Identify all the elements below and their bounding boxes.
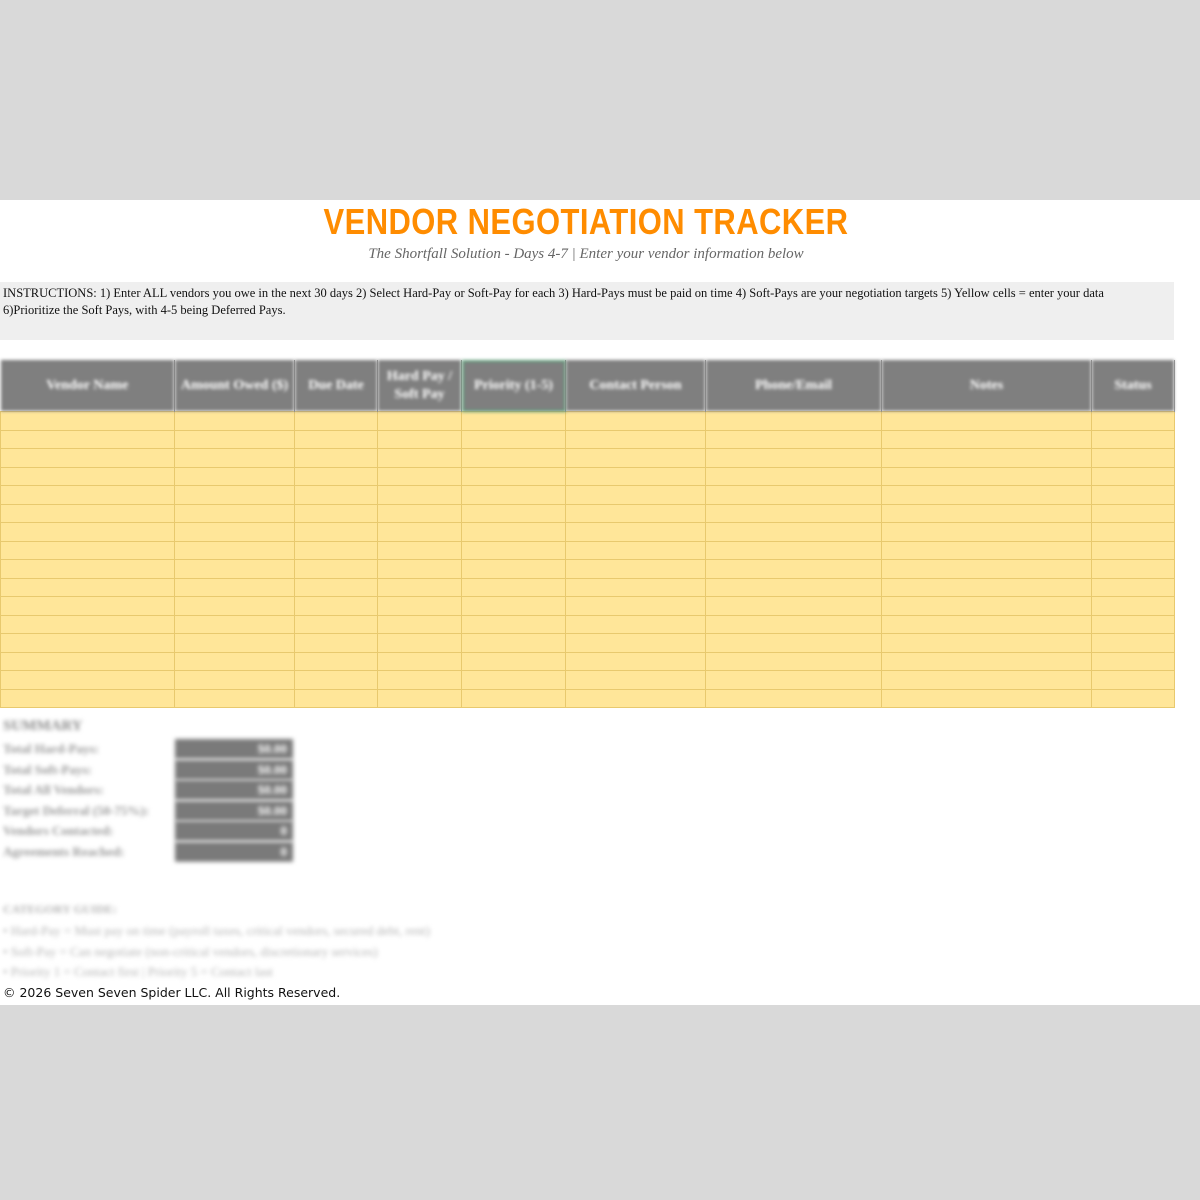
input-cell[interactable] xyxy=(295,504,378,523)
input-cell[interactable] xyxy=(882,504,1092,523)
input-cell[interactable] xyxy=(462,486,566,505)
summary-value[interactable]: $0.00 xyxy=(175,780,293,800)
column-header[interactable]: Status xyxy=(1092,360,1175,412)
input-cell[interactable] xyxy=(462,634,566,653)
input-cell[interactable] xyxy=(566,652,706,671)
input-cell[interactable] xyxy=(378,523,462,542)
input-cell[interactable] xyxy=(706,541,882,560)
input-cell[interactable] xyxy=(175,671,295,690)
input-cell[interactable] xyxy=(882,560,1092,579)
input-cell[interactable] xyxy=(1,449,175,468)
input-cell[interactable] xyxy=(882,449,1092,468)
input-cell[interactable] xyxy=(1092,671,1175,690)
input-cell[interactable] xyxy=(1092,541,1175,560)
input-cell[interactable] xyxy=(175,412,295,431)
input-cell[interactable] xyxy=(706,523,882,542)
input-cell[interactable] xyxy=(706,578,882,597)
input-cell[interactable] xyxy=(1092,486,1175,505)
input-cell[interactable] xyxy=(295,449,378,468)
table-row xyxy=(1,560,1175,579)
category-guide-line: • Priority 1 = Contact first | Priority 5 = Contact last xyxy=(3,964,273,979)
input-cell[interactable] xyxy=(175,467,295,486)
input-cell[interactable] xyxy=(706,430,882,449)
input-cell[interactable] xyxy=(882,615,1092,634)
input-cell[interactable] xyxy=(462,504,566,523)
input-cell[interactable] xyxy=(566,504,706,523)
input-cell[interactable] xyxy=(1092,689,1175,708)
input-cell[interactable] xyxy=(378,430,462,449)
summary-label: Target Deferral (50-75%): xyxy=(3,802,150,818)
input-cell[interactable] xyxy=(1092,430,1175,449)
input-cell[interactable] xyxy=(175,541,295,560)
input-cell[interactable] xyxy=(566,486,706,505)
table-row xyxy=(1,504,1175,523)
input-cell[interactable] xyxy=(1092,449,1175,468)
summary-label: Total Hard-Pays: xyxy=(3,741,99,757)
input-cell[interactable] xyxy=(175,615,295,634)
input-cell[interactable] xyxy=(882,634,1092,653)
input-cell[interactable] xyxy=(882,486,1092,505)
table-row xyxy=(1,652,1175,671)
input-cell[interactable] xyxy=(462,430,566,449)
input-cell[interactable] xyxy=(295,467,378,486)
category-guide-title: CATEGORY GUIDE: xyxy=(3,902,117,916)
input-cell[interactable] xyxy=(175,523,295,542)
summary-label: Total Soft-Pays: xyxy=(3,761,92,777)
summary-section xyxy=(3,718,293,862)
input-cell[interactable] xyxy=(378,541,462,560)
input-cell[interactable] xyxy=(1,578,175,597)
input-cell[interactable] xyxy=(1,486,175,505)
input-cell[interactable] xyxy=(295,430,378,449)
column-header[interactable]: Priority (1-5) xyxy=(462,360,566,412)
summary-value[interactable]: $0.00 xyxy=(175,760,293,780)
spreadsheet-page xyxy=(0,200,1200,1005)
input-cell[interactable] xyxy=(462,578,566,597)
input-cell[interactable] xyxy=(295,671,378,690)
input-cell[interactable] xyxy=(1,560,175,579)
input-cell[interactable] xyxy=(882,578,1092,597)
table-header-row xyxy=(1,360,1175,412)
input-cell[interactable] xyxy=(1,634,175,653)
input-cell[interactable] xyxy=(462,689,566,708)
summary-value[interactable]: 0 xyxy=(175,821,293,841)
input-cell[interactable] xyxy=(462,560,566,579)
column-header[interactable]: Vendor Name xyxy=(1,360,175,412)
table-row xyxy=(1,634,1175,653)
input-cell[interactable] xyxy=(378,560,462,579)
input-cell[interactable] xyxy=(1,504,175,523)
instructions-line-1: INSTRUCTIONS: 1) Enter ALL vendors you owe in the next 30 days 2) Select Hard-Pay or Soft-Pay for each 3) Hard-Pays must be paid on time 4) Soft-Pays are your negotiation targets 5) Yellow cells = enter your data xyxy=(3,286,1104,300)
input-cell[interactable] xyxy=(295,541,378,560)
input-cell[interactable] xyxy=(378,504,462,523)
input-cell[interactable] xyxy=(175,449,295,468)
input-cell[interactable] xyxy=(175,634,295,653)
input-cell[interactable] xyxy=(1092,412,1175,431)
input-cell[interactable] xyxy=(1,541,175,560)
input-cell[interactable] xyxy=(295,486,378,505)
input-cell[interactable] xyxy=(378,689,462,708)
input-cell[interactable] xyxy=(706,615,882,634)
input-cell[interactable] xyxy=(882,412,1092,431)
column-header[interactable]: Amount Owed ($) xyxy=(175,360,295,412)
input-cell[interactable] xyxy=(706,486,882,505)
summary-row xyxy=(3,739,293,760)
input-cell[interactable] xyxy=(378,615,462,634)
input-cell[interactable] xyxy=(882,541,1092,560)
input-cell[interactable] xyxy=(295,523,378,542)
input-cell[interactable] xyxy=(462,467,566,486)
input-cell[interactable] xyxy=(706,597,882,616)
input-cell[interactable] xyxy=(175,486,295,505)
input-cell[interactable] xyxy=(378,634,462,653)
input-cell[interactable] xyxy=(378,597,462,616)
input-cell[interactable] xyxy=(706,652,882,671)
input-cell[interactable] xyxy=(175,689,295,708)
input-cell[interactable] xyxy=(566,560,706,579)
input-cell[interactable] xyxy=(706,689,882,708)
input-cell[interactable] xyxy=(566,467,706,486)
input-cell[interactable] xyxy=(566,615,706,634)
summary-label: Total All Vendors: xyxy=(3,782,104,798)
input-cell[interactable] xyxy=(566,449,706,468)
input-cell[interactable] xyxy=(566,523,706,542)
input-cell[interactable] xyxy=(882,671,1092,690)
summary-row xyxy=(3,821,293,842)
input-cell[interactable] xyxy=(462,541,566,560)
input-cell[interactable] xyxy=(1,597,175,616)
input-cell[interactable] xyxy=(378,449,462,468)
table-row xyxy=(1,412,1175,431)
input-cell[interactable] xyxy=(175,578,295,597)
table-body xyxy=(1,412,1175,708)
input-cell[interactable] xyxy=(1,523,175,542)
input-cell[interactable] xyxy=(706,449,882,468)
input-cell[interactable] xyxy=(295,578,378,597)
input-cell[interactable] xyxy=(462,671,566,690)
input-cell[interactable] xyxy=(462,449,566,468)
column-header[interactable]: Hard Pay / Soft Pay xyxy=(378,360,462,412)
input-cell[interactable] xyxy=(882,652,1092,671)
input-cell[interactable] xyxy=(1,671,175,690)
input-cell[interactable] xyxy=(1092,560,1175,579)
input-cell[interactable] xyxy=(1,467,175,486)
input-cell[interactable] xyxy=(1,412,175,431)
table-row xyxy=(1,430,1175,449)
page-title: VENDOR NEGOTIATION TRACKER xyxy=(323,201,849,242)
input-cell[interactable] xyxy=(566,541,706,560)
input-cell[interactable] xyxy=(706,504,882,523)
input-cell[interactable] xyxy=(1092,615,1175,634)
input-cell[interactable] xyxy=(1092,467,1175,486)
input-cell[interactable] xyxy=(462,652,566,671)
input-cell[interactable] xyxy=(566,430,706,449)
input-cell[interactable] xyxy=(566,597,706,616)
input-cell[interactable] xyxy=(706,560,882,579)
table-row xyxy=(1,597,1175,616)
instructions-line-2: 6)Prioritize the Soft Pays, with 4-5 being Deferred Pays. xyxy=(3,303,286,317)
input-cell[interactable] xyxy=(175,504,295,523)
input-cell[interactable] xyxy=(295,560,378,579)
input-cell[interactable] xyxy=(882,467,1092,486)
input-cell[interactable] xyxy=(566,578,706,597)
input-cell[interactable] xyxy=(462,615,566,634)
summary-label: Vendors Contacted: xyxy=(3,823,114,839)
input-cell[interactable] xyxy=(1,615,175,634)
page-subtitle: The Shortfall Solution - Days 4-7 | Enter your vendor information below xyxy=(368,246,804,262)
input-cell[interactable] xyxy=(882,597,1092,616)
input-cell[interactable] xyxy=(882,689,1092,708)
category-guide-line: • Hard-Pay = Must pay on time (payroll taxes, critical vendors, secured debt, rent) xyxy=(3,923,431,938)
input-cell[interactable] xyxy=(462,597,566,616)
summary-title: SUMMARY xyxy=(3,718,83,734)
input-cell[interactable] xyxy=(1092,504,1175,523)
category-guide-line: • Soft-Pay = Can negotiate (non-critical vendors, discretionary services) xyxy=(3,943,378,959)
input-cell[interactable] xyxy=(1092,523,1175,542)
input-cell[interactable] xyxy=(882,523,1092,542)
summary-row xyxy=(3,801,293,822)
input-cell[interactable] xyxy=(175,652,295,671)
table-row xyxy=(1,523,1175,542)
input-cell[interactable] xyxy=(378,412,462,431)
input-cell[interactable] xyxy=(378,467,462,486)
summary-value[interactable]: $0.00 xyxy=(175,801,293,821)
input-cell[interactable] xyxy=(1,689,175,708)
summary-label: Agreements Reached: xyxy=(3,843,125,859)
input-cell[interactable] xyxy=(295,412,378,431)
category-guide xyxy=(3,902,430,985)
summary-row xyxy=(3,780,293,801)
table-row xyxy=(1,449,1175,468)
table-row xyxy=(1,578,1175,597)
input-cell[interactable] xyxy=(1092,597,1175,616)
input-cell[interactable] xyxy=(566,689,706,708)
input-cell[interactable] xyxy=(1092,578,1175,597)
input-cell[interactable] xyxy=(462,412,566,431)
input-cell[interactable] xyxy=(1092,634,1175,653)
input-cell[interactable] xyxy=(295,597,378,616)
column-header[interactable]: Contact Person xyxy=(566,360,706,412)
column-header[interactable]: Notes xyxy=(882,360,1092,412)
table-row xyxy=(1,486,1175,505)
input-cell[interactable] xyxy=(1092,652,1175,671)
input-cell[interactable] xyxy=(1,430,175,449)
table-row xyxy=(1,615,1175,634)
input-cell[interactable] xyxy=(1,652,175,671)
input-cell[interactable] xyxy=(378,578,462,597)
input-cell[interactable] xyxy=(882,430,1092,449)
table-row xyxy=(1,541,1175,560)
category-guide-lines xyxy=(3,923,430,985)
table-row xyxy=(1,689,1175,708)
input-cell[interactable] xyxy=(706,671,882,690)
input-cell[interactable] xyxy=(175,560,295,579)
summary-row xyxy=(3,760,293,781)
table-row xyxy=(1,671,1175,690)
summary-rows xyxy=(3,739,293,862)
input-cell[interactable] xyxy=(462,523,566,542)
copyright-notice: © 2026 Seven Seven Spider LLC. All Rights Reserved. xyxy=(3,985,341,1000)
input-cell[interactable] xyxy=(706,634,882,653)
input-cell[interactable] xyxy=(566,671,706,690)
summary-row xyxy=(3,842,293,863)
input-cell[interactable] xyxy=(706,467,882,486)
table-row xyxy=(1,467,1175,486)
input-cell[interactable] xyxy=(295,634,378,653)
column-header[interactable]: Phone/Email xyxy=(706,360,882,412)
summary-value[interactable]: 0 xyxy=(175,842,293,862)
input-cell[interactable] xyxy=(295,615,378,634)
input-cell[interactable] xyxy=(706,412,882,431)
input-cell[interactable] xyxy=(175,430,295,449)
summary-value[interactable]: $0.00 xyxy=(175,739,293,759)
input-cell[interactable] xyxy=(175,597,295,616)
input-cell[interactable] xyxy=(295,689,378,708)
vendor-table xyxy=(0,360,1174,708)
input-cell[interactable] xyxy=(295,652,378,671)
input-cell[interactable] xyxy=(378,671,462,690)
input-cell[interactable] xyxy=(378,652,462,671)
input-cell[interactable] xyxy=(566,634,706,653)
column-header[interactable]: Due Date xyxy=(295,360,378,412)
input-cell[interactable] xyxy=(378,486,462,505)
instructions-box xyxy=(0,282,1174,340)
input-cell[interactable] xyxy=(566,412,706,431)
